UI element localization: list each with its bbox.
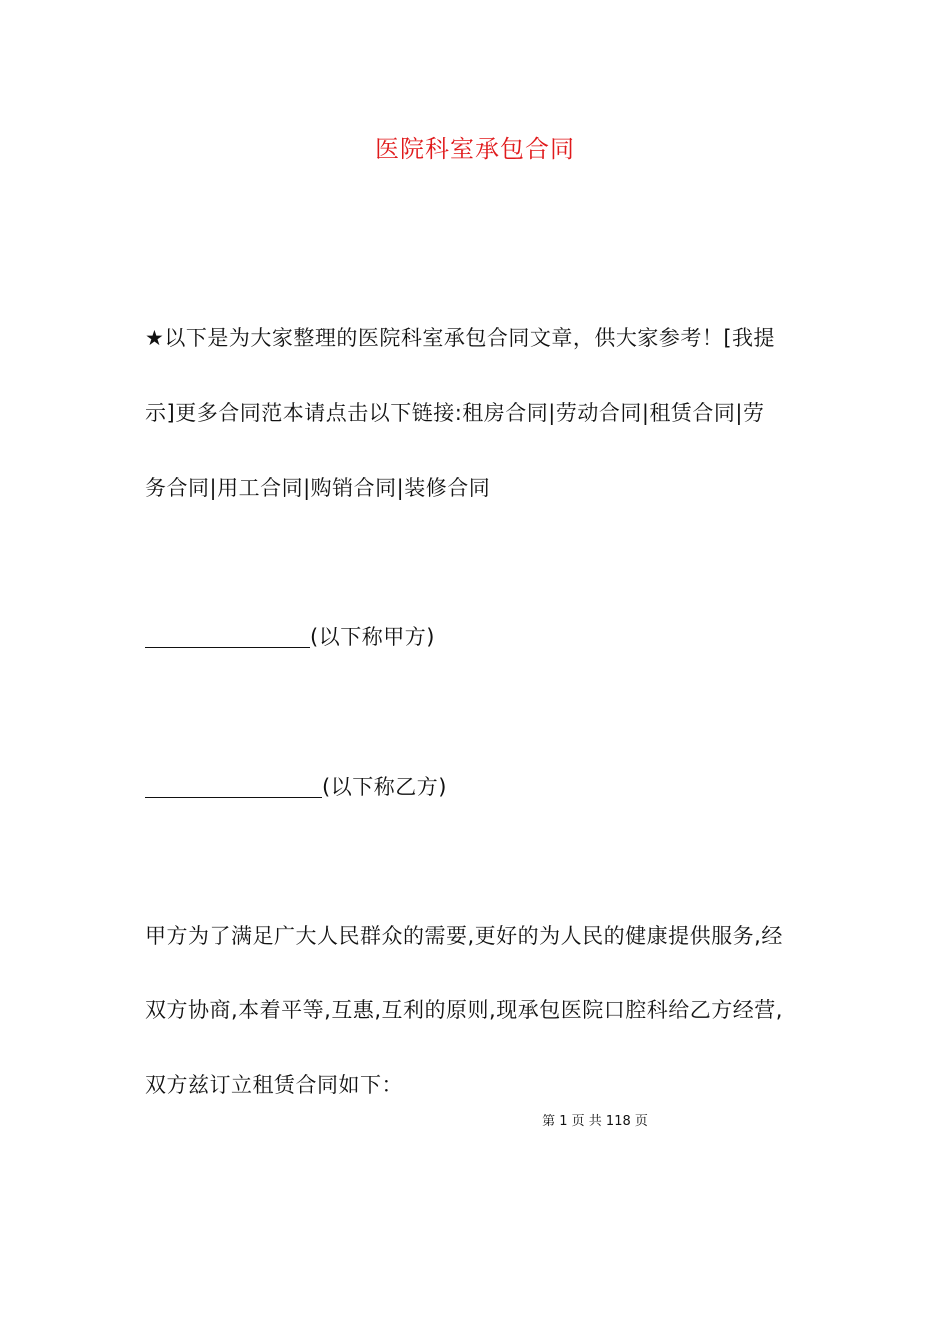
party-b-blank [145,773,322,798]
party-b-label: (以下称乙方) [322,775,447,799]
party-a-line [145,622,825,652]
intro-line-3: 务合同|用工合同|购销合同|装修合同 [145,476,491,500]
party-a-blank [145,623,310,648]
body-line-3: 双方兹订立租赁合同如下： [145,1073,403,1097]
party-a-label: (以下称甲方) [310,625,435,649]
page-footer: 第 1 页 共 118 页 [542,1114,648,1129]
party-b-line [145,772,825,802]
body-line-2: 双方协商,本着平等,互惠,互利的原则,现承包医院口腔科给乙方经营, [145,998,783,1022]
document-title: 医院科室承包合同 [375,135,575,163]
body-line-1: 甲方为了满足广大人民群众的需要,更好的为人民的健康提供服务,经 [145,924,783,948]
intro-line-1: ★以下是为大家整理的医院科室承包合同文章，供大家参考！[我提 [145,326,776,350]
intro-line-2: 示]更多合同范本请点击以下链接:租房合同|劳动合同|租赁合同|劳 [145,401,765,425]
